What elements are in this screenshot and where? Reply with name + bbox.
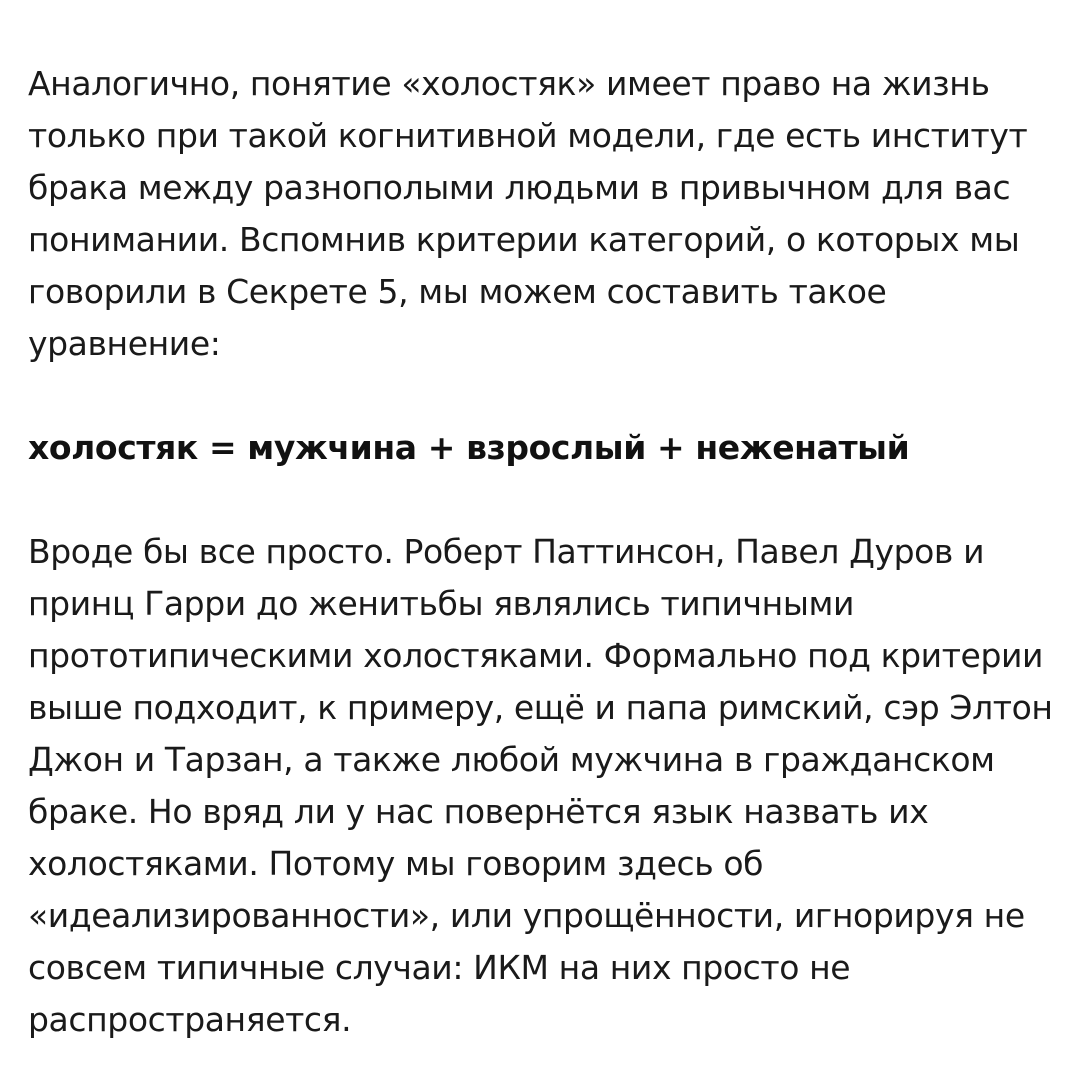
bachelor-formula: холостяк = мужчина + взрослый + неженатый: [28, 428, 910, 467]
text-block: [28, 58, 1058, 1046]
paragraph-examples: Вроде бы все просто. Роберт Паттинсон, Павел Дуров и принц Гарри до женитьбы являлись типичными прототипическими холостяками. Формально под критерии выше подходит, к примеру, ещё и папа римский, сэр Элтон Джон и Тарзан, а также любой мужчина в гражданском браке. Но вряд ли у нас повернётся язык назвать их холостяками. Потому мы говорим здесь об «идеализированности», или упрощённости, игнорируя не совсем типичные случаи: ИКМ на них просто не распространяется.: [28, 532, 1053, 1039]
paragraph-intro: Аналогично, понятие «холостяк» имеет право на жизнь только при такой когнитивной модели, где есть институт брака между разнополыми людьми в привычном для вас понимании. Вспомнив критерии категорий, о которых мы говорили в Секрете 5, мы можем составить такое уравнение:: [28, 64, 1028, 363]
